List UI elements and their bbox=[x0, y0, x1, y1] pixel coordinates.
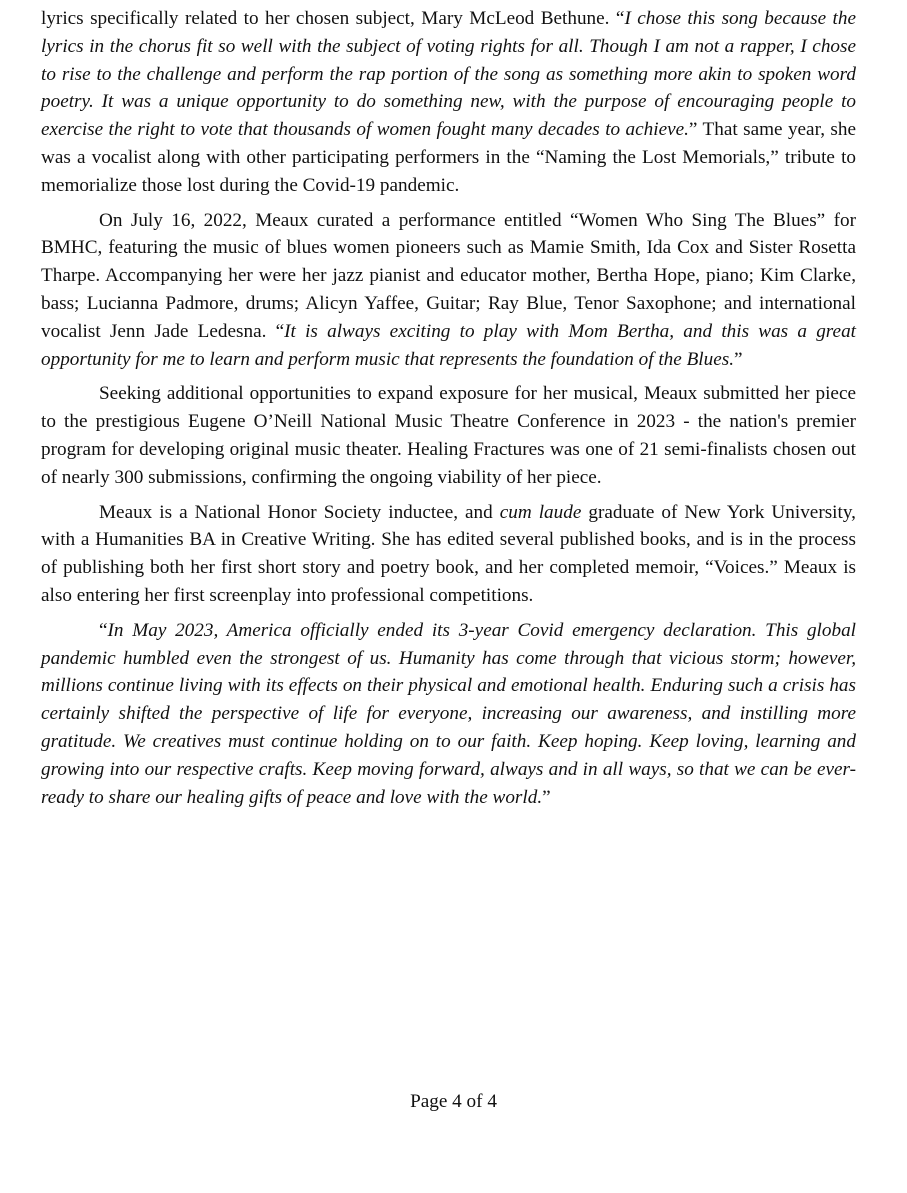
text-segment: ” bbox=[734, 348, 743, 370]
text-segment: graduate of New York University, with a Humanities BA in Creative Writing. She has edited several published books, and is in the process of publishing both her first short story and poetry book, and her completed memoir, “Voices.” Meaux is also entering her first screenplay into professional competitions. bbox=[41, 501, 856, 606]
text-segment: ” That same year, she was a vocalist along with other participating performers in the “Naming the Lost Memorials,” tribute to memorialize those lost during the Covid-19 pandemic. bbox=[41, 119, 856, 196]
text-segment: ” bbox=[542, 786, 551, 808]
paragraph-lyrics-bethune bbox=[41, 5, 856, 200]
text-segment: lyrics specifically related to her chosen subject, Mary McLeod Bethune. “ bbox=[41, 8, 625, 29]
quote-italic: I chose this song because the lyrics in the chorus fit so well with the subject of voting rights for all. Though I am not a rapper, I chose to rise to the challenge and perform the rap portion of the song as something more akin to spoken word poetry. It was a unique opportunity to do something new, with the purpose of encouraging people to exercise the right to vote that thousands of women fought many decades to achieve. bbox=[41, 8, 856, 141]
latin-phrase-italic: cum laude bbox=[499, 501, 582, 523]
paragraph-oneill-conference bbox=[41, 380, 856, 491]
text-segment: On July 16, 2022, Meaux curated a performance entitled “Women Who Sing The Blues” for BMHC, featuring the music of blues women pioneers such as Mamie Smith, Ida Cox and Sister Rosetta Tharpe. Accompanying her were her jazz pianist and educator mother, Bertha Hope, piano; Kim Clarke, bass; Lucianna Padmore, drums; Alicyn Yaffee, Guitar; Ray Blue, Tenor Saxophone; and international vocalist Jenn Jade Ledesna. “ bbox=[41, 209, 856, 342]
text-segment: Seeking additional opportunities to expand exposure for her musical, Meaux submitted her piece to the prestigious Eugene O’Neill National Music Theatre Conference in 2023 - the nation's premier program for developing original music theater. Healing Fractures was one of 21 semi-finalists chosen out of nearly 300 submissions, confirming the ongoing viability of her piece. bbox=[41, 383, 856, 488]
document-page bbox=[41, 5, 856, 818]
paragraph-blues-performance bbox=[41, 207, 856, 374]
paragraph-education bbox=[41, 499, 856, 610]
text-segment: “ bbox=[99, 619, 108, 641]
quote-italic: In May 2023, America officially ended its 3-year Covid emergency declaration. This global pandemic humbled even the strongest of us. Humanity has come through that vicious storm; however, millions continue living with its effects on their physical and emotional health. Enduring such a crisis has certainly shifted the perspective of life for everyone, increasing our awareness, and instilling more gratitude. We creatives must continue holding on to our faith. Keep hoping. Keep loving, learning and growing into our respective crafts. Keep moving forward, always and in all ways, so that we can be ever-ready to share our healing gifts of peace and love with the world. bbox=[41, 619, 856, 808]
text-segment: Meaux is a National Honor Society inductee, and bbox=[99, 501, 500, 523]
paragraph-closing-quote bbox=[41, 617, 856, 812]
quote-italic: It is always exciting to play with Mom Bertha, and this was a great opportunity for me to learn and perform music that represents the foundation of the Blues. bbox=[41, 320, 856, 370]
page-number-footer: Page 4 of 4 bbox=[410, 1091, 497, 1112]
